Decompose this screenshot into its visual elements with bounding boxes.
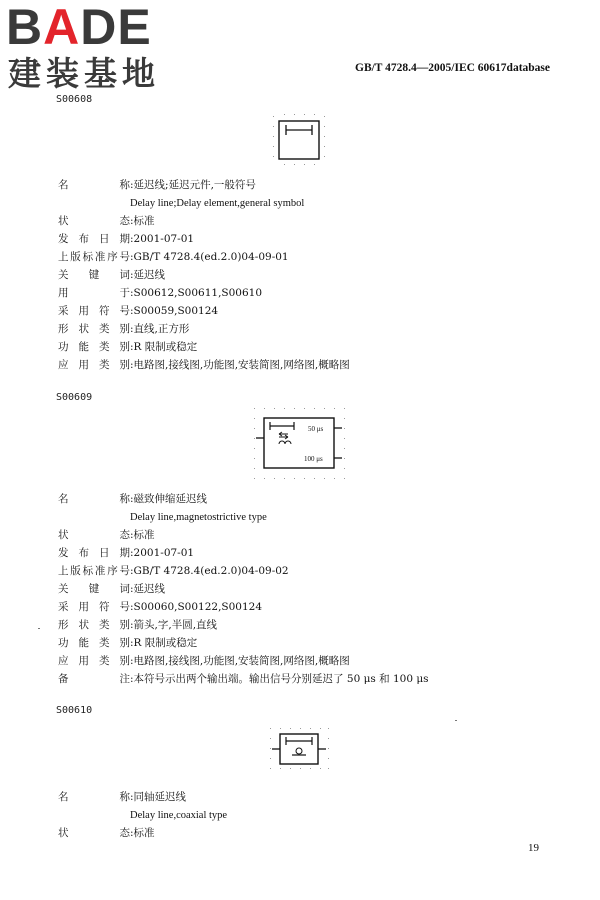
field-previous-standard: 上版标准序号:GB/T 4728.4(ed.2.0)04-09-01: [58, 251, 289, 263]
field-used-in: 用于:S00612,S00611,S00610: [58, 287, 263, 299]
field-shape-class: 形状类别:箭头,字,半圆,直线: [58, 619, 218, 631]
logo-bade: [6, 0, 152, 55]
field-english-name: Delay line,coaxial type: [130, 810, 228, 821]
field-previous-standard: 上版标准序号:GB/T 4728.4(ed.2.0)04-09-02: [58, 565, 289, 577]
field-name: 名称:磁致伸缩延迟线: [58, 493, 208, 505]
entry-code: S00608: [56, 94, 93, 105]
entry-code: S00609: [56, 392, 93, 403]
magnetostrictive-delay-line-symbol: [250, 404, 350, 484]
field-function-class: 功能类别:R 限制或稳定: [58, 341, 198, 353]
field-status: 状态:标准: [58, 529, 155, 541]
field-adopted-symbols: 采用符号:S00060,S00122,S00124: [58, 601, 263, 613]
entry-code: S00610: [56, 705, 93, 716]
scan-speck: [455, 720, 457, 721]
field-release-date: 发布日期:2001-07-01: [58, 233, 195, 245]
field-keyword: 关键词:延迟线: [58, 269, 166, 281]
field-english-name: Delay line;Delay element,general symbol: [130, 198, 305, 209]
field-release-date: 发布日期:2001-07-01: [58, 547, 195, 559]
page-number: 19: [528, 842, 539, 854]
delay-label-100: 100 μs: [304, 455, 323, 463]
field-function-class: 功能类别:R 限制或稳定: [58, 637, 198, 649]
field-status: 状态:标准: [58, 827, 155, 839]
field-name: 名称:延迟线;延迟元件,一般符号: [58, 179, 256, 191]
field-application-class: 应用类别:电路图,接线图,功能图,安装简图,网络图,概略图: [58, 359, 350, 371]
field-shape-class: 形状类别:直线,正方形: [58, 323, 190, 335]
field-application-class: 应用类别:电路图,接线图,功能图,安装简图,网络图,概略图: [58, 655, 350, 667]
delay-label-50: 50 μs: [308, 425, 324, 433]
field-note: 备注:本符号示出两个输出端。输出信号分别延迟了 50 μs 和 100 μs: [58, 673, 429, 685]
standard-header: GB/T 4728.4—2005/IEC 60617database: [355, 62, 550, 74]
field-status: 状态:标准: [58, 215, 155, 227]
scan-speck: [38, 628, 40, 629]
logo-letters-de: DE: [80, 0, 152, 55]
logo-letter-a: A: [43, 0, 81, 55]
coaxial-delay-line-symbol: [266, 724, 332, 772]
field-name: 名称:同轴延迟线: [58, 791, 187, 803]
delay-line-symbol: [270, 112, 328, 168]
logo-letter-b: B: [6, 0, 44, 55]
field-adopted-symbols: 采用符号:S00059,S00124: [58, 305, 219, 317]
logo-chinese: 建装基地: [8, 54, 160, 93]
field-english-name: Delay line,magnetostrictive type: [130, 512, 267, 523]
field-keyword: 关键词:延迟线: [58, 583, 166, 595]
